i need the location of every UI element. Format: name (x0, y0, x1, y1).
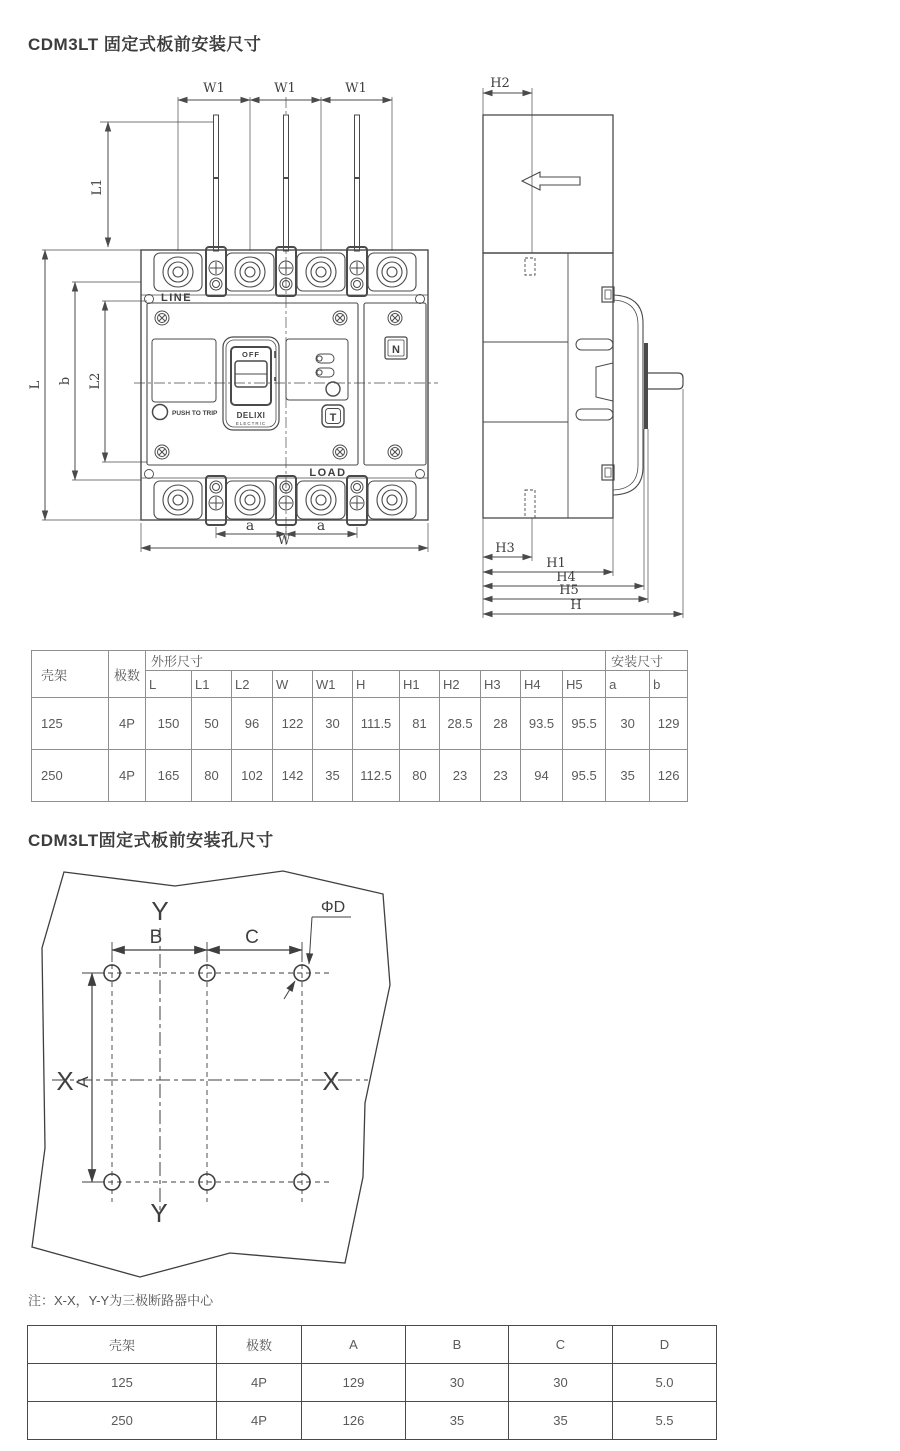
toggle-handle (223, 337, 279, 430)
load-side-label: LOAD (309, 467, 347, 479)
y-axis-label-top: Y (151, 896, 169, 926)
cell-A: 126 (302, 1402, 406, 1440)
bottom-dimensions (141, 518, 428, 552)
hole-diameter-callout (284, 899, 351, 999)
header-poles: 极数 (217, 1326, 302, 1364)
push-to-trip (153, 405, 219, 420)
hole-centerlines (90, 955, 333, 1202)
cell-frame: 125 (28, 1364, 217, 1402)
dimension-table (31, 650, 688, 802)
cell-b: 126 (650, 750, 688, 802)
front-cover-3p (147, 303, 358, 465)
a-dimension (73, 973, 92, 1182)
table-row-125 (32, 698, 688, 750)
cell-L2: 96 (232, 698, 273, 750)
dim-label-l1: L1 (90, 178, 105, 196)
front-cover-n-pole (364, 303, 426, 465)
dim-label-d: ΦD (320, 899, 346, 916)
dim-label-a2: A (73, 1076, 92, 1088)
case-corner-screws (145, 295, 425, 479)
header-A: A (302, 1326, 406, 1364)
header-b: b (650, 671, 688, 698)
cell-W: 142 (273, 750, 313, 802)
x-axis-label-left: X (56, 1066, 74, 1096)
brand-logo: DELIXI (236, 411, 266, 420)
bc-dimensions (112, 927, 302, 962)
terminal-blades (214, 115, 360, 251)
header-H1: H1 (400, 671, 440, 698)
brand-logo-sub: ELECTRIC (235, 421, 267, 426)
header-poles: 极数 (109, 651, 146, 698)
cell-W1: 35 (313, 750, 353, 802)
cell-H3: 28 (481, 698, 521, 750)
cell-H2: 28.5 (440, 698, 481, 750)
cell-H4: 94 (521, 750, 563, 802)
dim-label-w: W (277, 533, 291, 547)
indicator-panel (286, 339, 348, 400)
nameplate-area (152, 339, 216, 402)
cell-H1: 80 (400, 750, 440, 802)
dim-label-w1-3: W1 (345, 81, 367, 96)
cell-D: 5.5 (613, 1402, 717, 1440)
cell-H5: 95.5 (563, 750, 606, 802)
cell-H: 112.5 (353, 750, 400, 802)
dim-label-l2: L2 (88, 372, 103, 390)
handle-base-strip (644, 343, 648, 429)
cell-C: 35 (509, 1402, 613, 1440)
header-D: D (613, 1326, 717, 1364)
cell-L1: 50 (192, 698, 232, 750)
cell-A: 129 (302, 1364, 406, 1402)
toggle-lever-side (648, 373, 683, 389)
push-to-trip-label: PUSH TO TRIP (172, 410, 218, 417)
cell-H2: 23 (440, 750, 481, 802)
cell-H1: 81 (400, 698, 440, 750)
cell-poles: 4P (109, 698, 146, 750)
dim-label-c: C (245, 927, 259, 948)
test-button (322, 405, 344, 427)
load-terminals (154, 476, 416, 525)
cell-W1: 30 (313, 698, 353, 750)
table2-row-125 (28, 1364, 717, 1402)
header-group-mounting: 安装尺寸 (606, 651, 688, 671)
breaker-dimension-drawing (28, 75, 688, 640)
handle-off-label: OFF (242, 350, 260, 359)
header-H: H (353, 671, 400, 698)
mounting-direction-arrow (522, 172, 580, 190)
dim-label-h4: H4 (556, 570, 576, 585)
cell-D: 5.0 (613, 1364, 717, 1402)
line-terminals (154, 247, 416, 296)
header-H4: H4 (521, 671, 563, 698)
mounting-hole-table (27, 1325, 717, 1440)
cell-L: 165 (146, 750, 192, 802)
cell-frame: 125 (32, 698, 109, 750)
header-group-outline: 外形尺寸 (146, 651, 606, 671)
neutral-pole-label: N (392, 344, 400, 356)
header-H3: H3 (481, 671, 521, 698)
neutral-pole-mark (385, 337, 407, 359)
dim-label-h5: H5 (559, 583, 579, 598)
section2-title: CDM3LT固定式板前安装孔尺寸 (28, 831, 274, 850)
cell-L1: 80 (192, 750, 232, 802)
y-axis-label-bottom: Y (150, 1198, 168, 1228)
cell-W: 122 (273, 698, 313, 750)
dim-label-h1: H1 (546, 556, 566, 571)
cell-a: 35 (606, 750, 650, 802)
header-L: L (146, 671, 192, 698)
left-dimensions (28, 250, 147, 520)
test-button-label: T (329, 412, 337, 424)
cell-H5: 95.5 (563, 698, 606, 750)
header-L1: L1 (192, 671, 232, 698)
dim-label-l: L (28, 380, 43, 390)
cell-H: 111.5 (353, 698, 400, 750)
side-view (483, 76, 683, 618)
cell-B: 35 (406, 1402, 509, 1440)
cell-L2: 102 (232, 750, 273, 802)
line-side-label: LINE (161, 292, 193, 304)
cell-L: 150 (146, 698, 192, 750)
header-L2: L2 (232, 671, 273, 698)
dim-label-w1-1: W1 (203, 81, 225, 96)
drawing-note: 注：X-X，Y-Y为三极断路器中心 (28, 1293, 214, 1308)
header-frame: 壳架 (28, 1326, 217, 1364)
cell-b: 129 (650, 698, 688, 750)
table2-header-row (28, 1326, 717, 1364)
header-H2: H2 (440, 671, 481, 698)
header-frame: 壳架 (32, 651, 109, 698)
section1-title: CDM3LT 固定式板前安装尺寸 (28, 35, 262, 54)
dim-label-b: b (58, 376, 73, 386)
dim-label-a-2: a (316, 518, 326, 534)
x-axis-label-right: X (322, 1066, 340, 1096)
cell-poles: 4P (217, 1402, 302, 1440)
header-W: W (273, 671, 313, 698)
header-C: C (509, 1326, 613, 1364)
header-a: a (606, 671, 650, 698)
dim-label-w1-2: W1 (274, 81, 296, 96)
cell-frame: 250 (32, 750, 109, 802)
dim-label-h: H (570, 598, 582, 613)
cell-poles: 4P (109, 750, 146, 802)
mounting-hole-drawing (28, 862, 438, 1287)
dim-label-h3: H3 (495, 541, 515, 556)
cell-frame: 250 (28, 1402, 217, 1440)
header-B: B (406, 1326, 509, 1364)
header-H5: H5 (563, 671, 606, 698)
table-row-250 (32, 750, 688, 802)
dim-label-h2: H2 (490, 76, 510, 91)
cell-H4: 93.5 (521, 698, 563, 750)
cell-B: 30 (406, 1364, 509, 1402)
cell-C: 30 (509, 1364, 613, 1402)
dim-label-b2: B (149, 927, 163, 948)
cell-H3: 23 (481, 750, 521, 802)
l1-dimension (90, 122, 213, 247)
cell-a: 30 (606, 698, 650, 750)
cell-poles: 4P (217, 1364, 302, 1402)
table2-row-250 (28, 1402, 717, 1440)
header-W1: W1 (313, 671, 353, 698)
dim-label-a-1: a (245, 518, 255, 534)
